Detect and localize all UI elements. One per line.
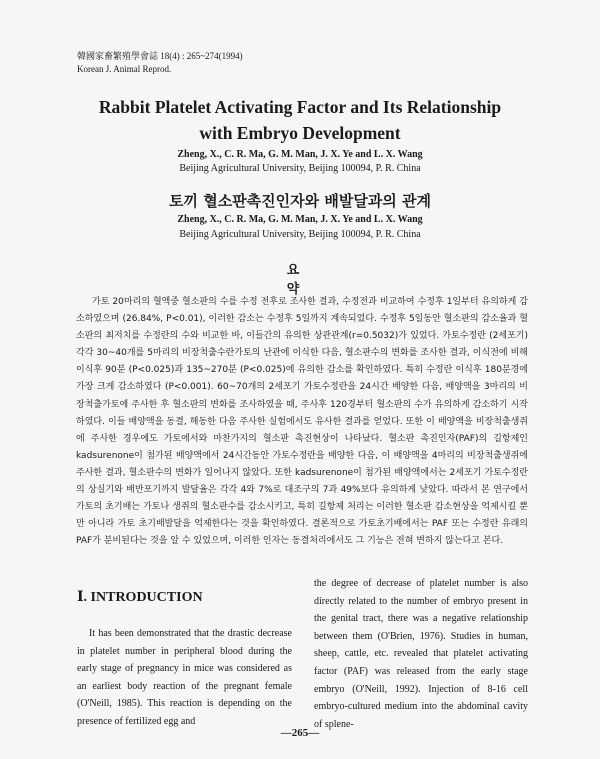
paper-title-line1: Rabbit Platelet Activating Factor and Its Relationship — [98, 97, 502, 117]
affiliation-korean-section: Beijing Agricultural University, Beijing 100094, P. R. China — [179, 229, 421, 240]
journal-citation-english: Korean J. Animal Reprod. — [77, 64, 172, 74]
introduction-right-column: the degree of decrease of platelet number is also directly related to the number of embryo present in the genital tract, there was a negative relationship between them (O'Brien, 1976). Studies in human, sheep, cattle, etc. revealed that platelet activating factor (PAF) was released from the early stage embryo (O'Neill, 1992). Injection of 8-16 cell embryo-cultured medium into the abdominal cavity of splene- — [314, 578, 528, 730]
journal-citation — [77, 50, 243, 76]
abstract-body: 가토 20마리의 혈액중 혈소판의 수를 수정 전후로 조사한 결과, 수정전과 비교하여 수정후 1일부터 유의하게 감소하였으며 (26.84%, P<0.01), 이러한 감소는 수정후 5일까지 계속되었다. 수정후 5일동안 혈소판의 감소율과 혈소판의 최저치를 수정란의 수와 비교한 바, 이들간의 유의한 상관관계(r=0.5032)가 있었다. 가토수정란 (2세포기) 각각 30~40개를 5마리의 비장척출수란가토의 난관에 이식한 다음, 혈소판수의 변화를 조사한 결과, 이식전에 비해 이식후 90분 (P<0.025)과 135~270분 (P<0.025)에 유의한 감소를 확인하였다. 특히 수정란 이식후 180분경에 가장 크게 감소하였다 (P<0.001). 60~70개의 2세포기 가토수정란을 24시간 배양한 다음, 배양액을 3마리의 비장척출가토에 주사한 후 혈소판의 변화를 조사하였을 때, 주사후 120경부터 혈소판의 수가 유의하게 감소하기 시작하였다. 이들 배양액을 동결, 해동한 다음 주사한 실험에서도 유사한 결과를 얻었다. 또한 이 배양액을 비장척출생쥐에 주사한 경우에도 가토에서와 마찬가지의 혈소판 촉진현상이 나타났다. 혈소판 촉진인자(PAF)의 길항제인 kadsurenone이 첨가된 배양액에서 24시간동안 가토수정란을 배양한 다음, 이 배양액을 4마리의 비장척출생쥐에 주사한 결과, 혈소판수의 변화가 일어나지 않았다. 또한 kadsurenone이 첨가된 배양액에서는 2세포기 가토수정란의 상실기와 배반포기까지 발달율은 각각 4와 7%로 대조구의 7과 49%보다 유의하게 낮았다. 따라서 본 연구에서 가토의 초기배는 가토나 생쥐의 혈소판수를 감소시키고, 특히 길항제 처리는 이러한 혈소판 감소현상을 억제시킬 뿐만 아니라 가토 초기배발달을 억제한다는 것을 확인하였다. 결론적으로 가토초기배에서는 PAF 또는 수정란 유래의 PAF가 분비된다는 것을 알 수 있었으며, 이러한 인자는 동결처리에서도 그 기능은 전혀 변하지 않는다고 본다. — [76, 297, 528, 547]
introduction-left-column: It has been demonstrated that the drastic decrease in platelet number in peripheral blood during the early stage of pregnancy in mice was considered as an earliest body reaction of the pregnant female (O'Neill, 1985). This reaction is depending on the presence of fertilized egg and — [77, 628, 292, 727]
affiliation-english: Beijing Agricultural University, Beijing 100094, P. R. China — [179, 163, 421, 174]
journal-citation-korean: 韓國家畜繁殖學會誌 18(4) : 265~274(1994) — [77, 51, 243, 61]
section-heading-introduction: Ⅰ. INTRODUCTION — [77, 590, 203, 605]
authors-english: Zheng, X., C. R. Ma, G. M. Man, J. X. Ye and L. X. Wang — [177, 149, 423, 160]
paper-title — [40, 94, 560, 146]
korean-title: 토끼 혈소판촉진인자와 배발달과의 관계 — [169, 192, 431, 210]
paper-title-line2: with Embryo Development — [199, 123, 401, 143]
page-number: —265— — [280, 727, 320, 739]
abstract-heading: 요 약 — [286, 263, 314, 297]
authors-korean-section: Zheng, X., C. R. Ma, G. M. Man, J. X. Ye and L. X. Wang — [177, 214, 423, 225]
